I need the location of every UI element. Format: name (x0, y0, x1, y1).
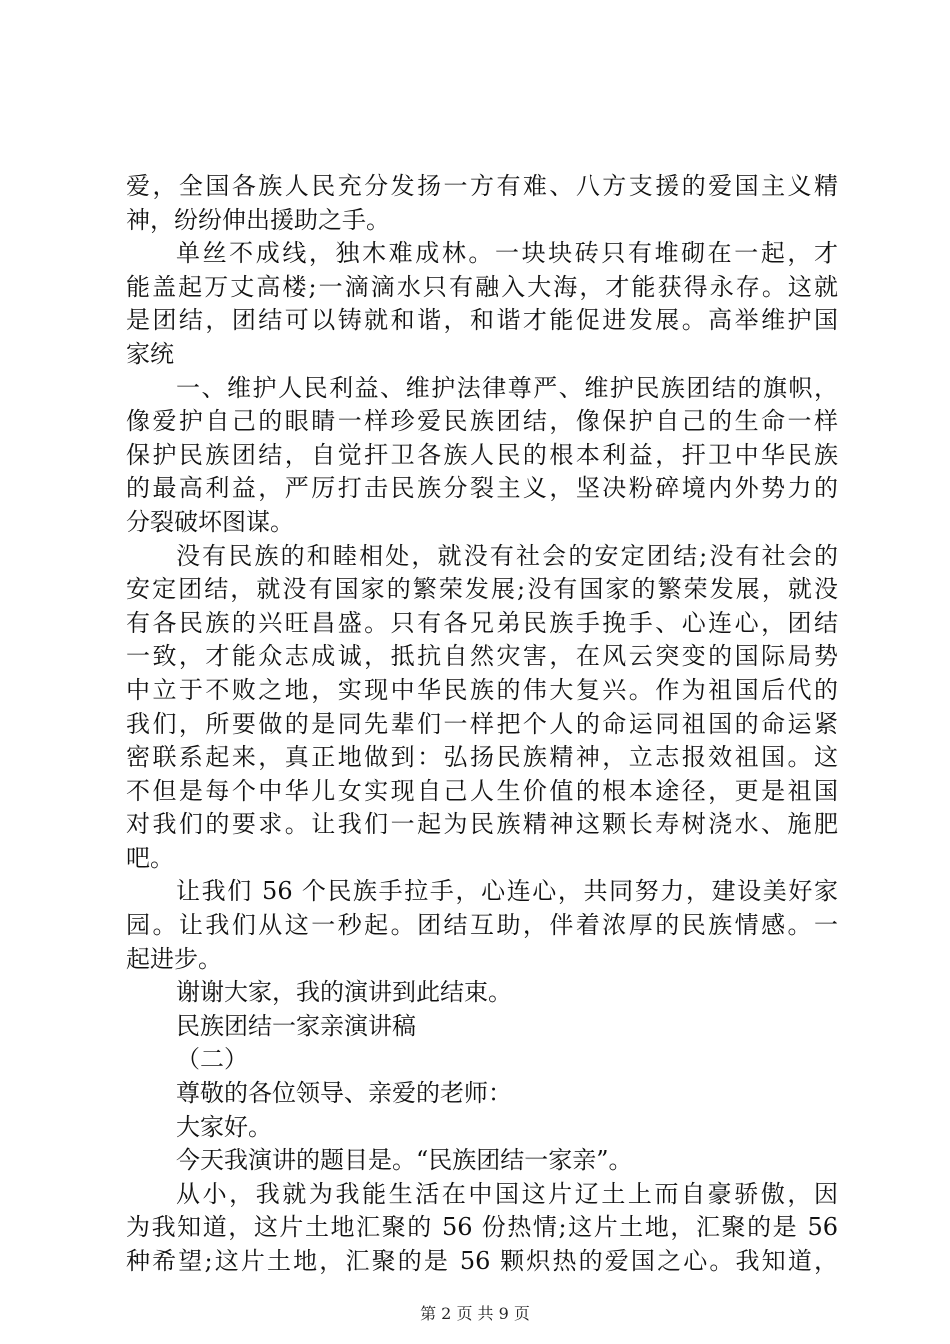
body-text-line: 一致，才能众志成诚，抵抗自然灾害，在风云突变的国际局势 (126, 642, 838, 671)
document-body (126, 170, 838, 1279)
body-text-line: 没有民族的和睦相处，就没有社会的安定团结;没有社会的 (176, 541, 838, 570)
body-text-line: 吧。 (126, 843, 174, 872)
body-text-line: 分裂破坏图谋。 (126, 507, 294, 536)
body-text-line: 让我们 56 个民族手拉手，心连心，共同努力，建设美好家 (176, 877, 838, 906)
body-text-line: 的最高利益，严厉打击民族分裂主义，坚决粉碎境内外势力的 (126, 474, 838, 503)
body-text-line: 大家好。 (176, 1112, 272, 1141)
body-text-line: 密联系起来，真正地做到：弘扬民族精神，立志报效祖国。这 (126, 743, 838, 772)
body-text-line: 有各民族的兴旺昌盛。只有各兄弟民族手挽手、心连心，团结 (126, 608, 838, 637)
body-text-line: 神，纷纷伸出援助之手。 (126, 205, 390, 234)
body-text-line: 中立于不败之地，实现中华民族的伟大复兴。作为祖国后代的 (126, 675, 838, 704)
body-text-line: 今天我演讲的题目是。“民族团结一家亲”。 (176, 1146, 633, 1175)
body-text-line: 家统 (126, 339, 174, 368)
body-text-line: 园。让我们从这一秒起。团结互助，伴着浓厚的民族情感。一 (126, 911, 838, 940)
body-text-line: 我们，所要做的是同先辈们一样把个人的命运同祖国的命运紧 (126, 709, 838, 738)
body-text-line: 安定团结，就没有国家的繁荣发展;没有国家的繁荣发展，就没 (126, 575, 838, 604)
body-text-line: 保护民族团结，自觉扞卫各族人民的根本利益，扞卫中华民族 (126, 440, 838, 469)
body-text-line: 爱，全国各族人民充分发扬一方有难、八方支援的爱国主义精 (126, 172, 838, 200)
body-text-line: 民族团结一家亲演讲稿 (176, 1011, 416, 1040)
body-text-line: 对我们的要求。让我们一起为民族精神这颗长寿树浇水、施肥 (126, 810, 838, 839)
body-text-line: 一、维护人民利益、维护法律尊严、维护民族团结的旗帜， (176, 373, 838, 402)
body-text-line: 单丝不成线，独木难成林。一块块砖只有堆砌在一起，才 (176, 239, 838, 268)
body-text-line: 能盖起万丈高楼;一滴滴水只有融入大海，才能获得永存。这就 (126, 272, 838, 301)
page-footer: 第 2 页 共 9 页 (420, 1304, 530, 1323)
body-text-line: 起进步。 (126, 944, 222, 973)
body-text-line: 尊敬的各位领导、亲爱的老师： (176, 1079, 512, 1108)
body-text-line: 像爱护自己的眼睛一样珍爱民族团结，像保护自己的生命一样 (126, 407, 838, 436)
body-text-line: 从小，我就为我能生活在中国这片辽土上而自豪骄傲，因 (176, 1179, 838, 1208)
body-text-line: 不但是每个中华儿女实现自己人生价值的根本途径，更是祖国 (126, 776, 838, 805)
body-text-line: 种希望;这片土地，汇聚的是 56 颗炽热的爱国之心。我知道， (126, 1247, 838, 1275)
body-text-line: 为我知道，这片土地汇聚的 56 份热情;这片土地，汇聚的是 56 (126, 1213, 838, 1242)
body-text-line: 谢谢大家，我的演讲到此结束。 (176, 978, 512, 1007)
body-text-line: 是团结，团结可以铸就和谐，和谐才能促进发展。高举维护国 (126, 306, 838, 335)
body-text-line: （二） (176, 1045, 248, 1074)
